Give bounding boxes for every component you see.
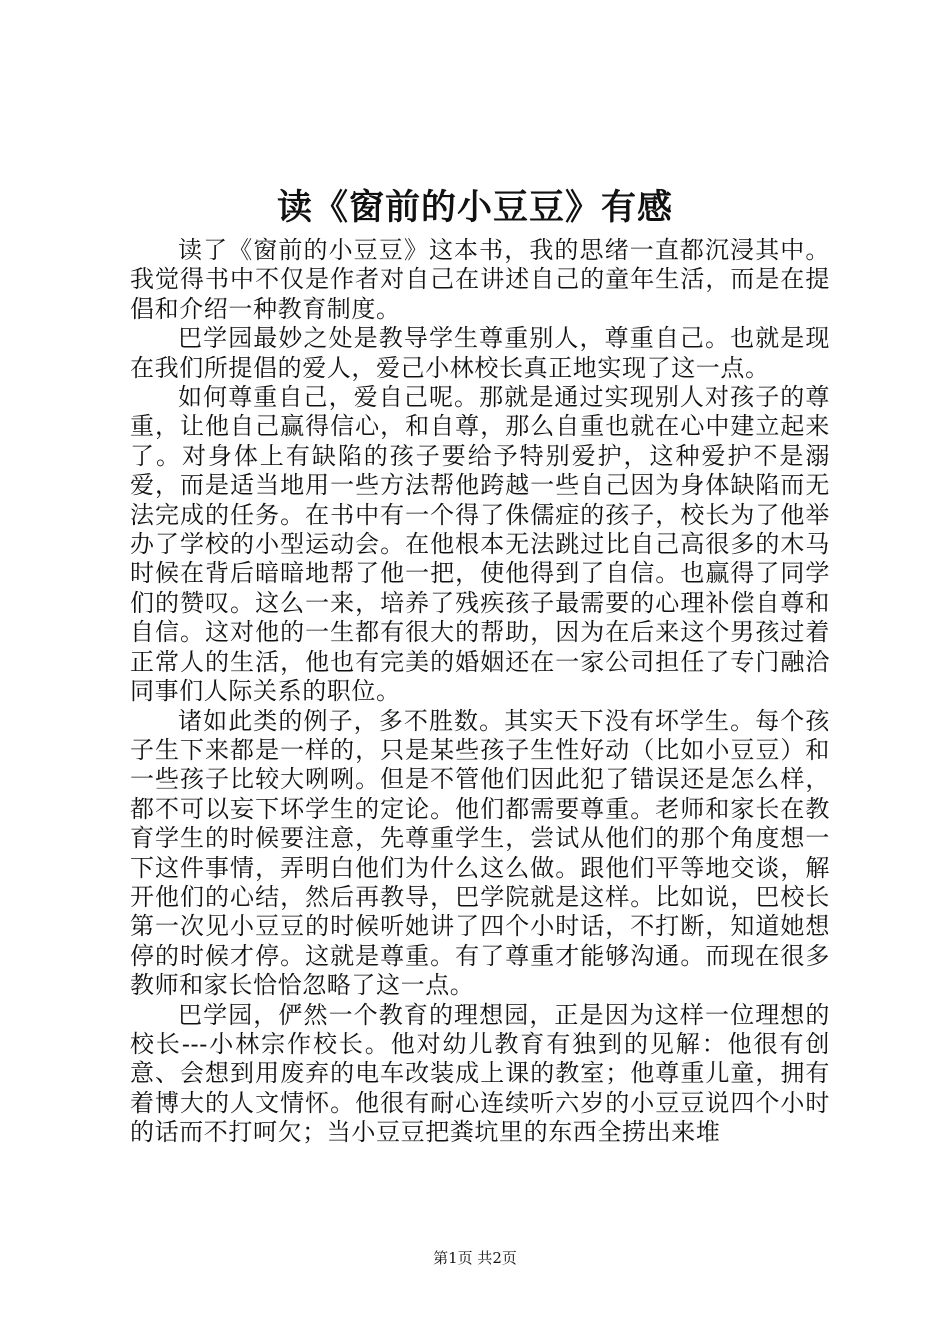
document-body	[130, 236, 830, 1148]
paragraph-1: 读了《窗前的小豆豆》这本书，我的思绪一直都沉浸其中。我觉得书中不仅是作者对自己在讲述自己的童年生活，而是在提倡和介绍一种教育制度。	[130, 236, 830, 323]
paragraph-5: 巴学园，俨然一个教育的理想园，正是因为这样一位理想的校长---小林宗作校长。他对幼儿教育有独到的见解：他很有创意、会想到用废弃的电车改装成上课的教室；他尊重儿童，拥有着博大的人文情怀。他很有耐心连续听六岁的小豆豆说四个小时的话而不打呵欠；当小豆豆把粪坑里的东西全捞出来堆	[130, 1000, 830, 1147]
paragraph-4: 诸如此类的例子，多不胜数。其实天下没有坏学生。每个孩子生下来都是一样的，只是某些孩子生性好动（比如小豆豆）和一些孩子比较大咧咧。但是不管他们因此犯了错误还是怎么样，都不可以妄下坏学生的定论。他们都需要尊重。老师和家长在教育学生的时候要注意，先尊重学生，尝试从他们的那个角度想一下这件事情，弄明白他们为什么这么做。跟他们平等地交谈，解开他们的心结，然后再教导，巴学院就是这样。比如说，巴校长第一次见小豆豆的时候听她讲了四个小时话，不打断，知道她想停的时候才停。这就是尊重。有了尊重才能够沟通。而现在很多教师和家长恰恰忽略了这一点。	[130, 706, 830, 1000]
paragraph-3: 如何尊重自己，爱自己呢。那就是通过实现别人对孩子的尊重，让他自己赢得信心，和自尊，那么自重也就在心中建立起来了。对身体上有缺陷的孩子要给予特别爱护，这种爱护不是溺爱，而是适当地用一些方法帮他跨越一些自己因为身体缺陷而无法完成的任务。在书中有一个得了侏儒症的孩子，校长为了他举办了学校的小型运动会。在他根本无法跳过比自己高很多的木马时候在背后暗暗地帮了他一把，使他得到了自信。也赢得了同学们的赞叹。这么一来，培养了残疾孩子最需要的心理补偿自尊和自信。这对他的一生都有很大的帮助，因为在后来这个男孩过着正常人的生活，他也有完美的婚姻还在一家公司担任了专门融洽同事们人际关系的职位。	[130, 383, 830, 706]
document-title: 读《窗前的小豆豆》有感	[276, 187, 673, 228]
page-number-footer: 第1页 共2页	[433, 1249, 517, 1267]
paragraph-2: 巴学园最妙之处是教导学生尊重别人，尊重自己。也就是现在我们所提倡的爱人，爱己小林校长真正地实现了这一点。	[130, 324, 830, 382]
